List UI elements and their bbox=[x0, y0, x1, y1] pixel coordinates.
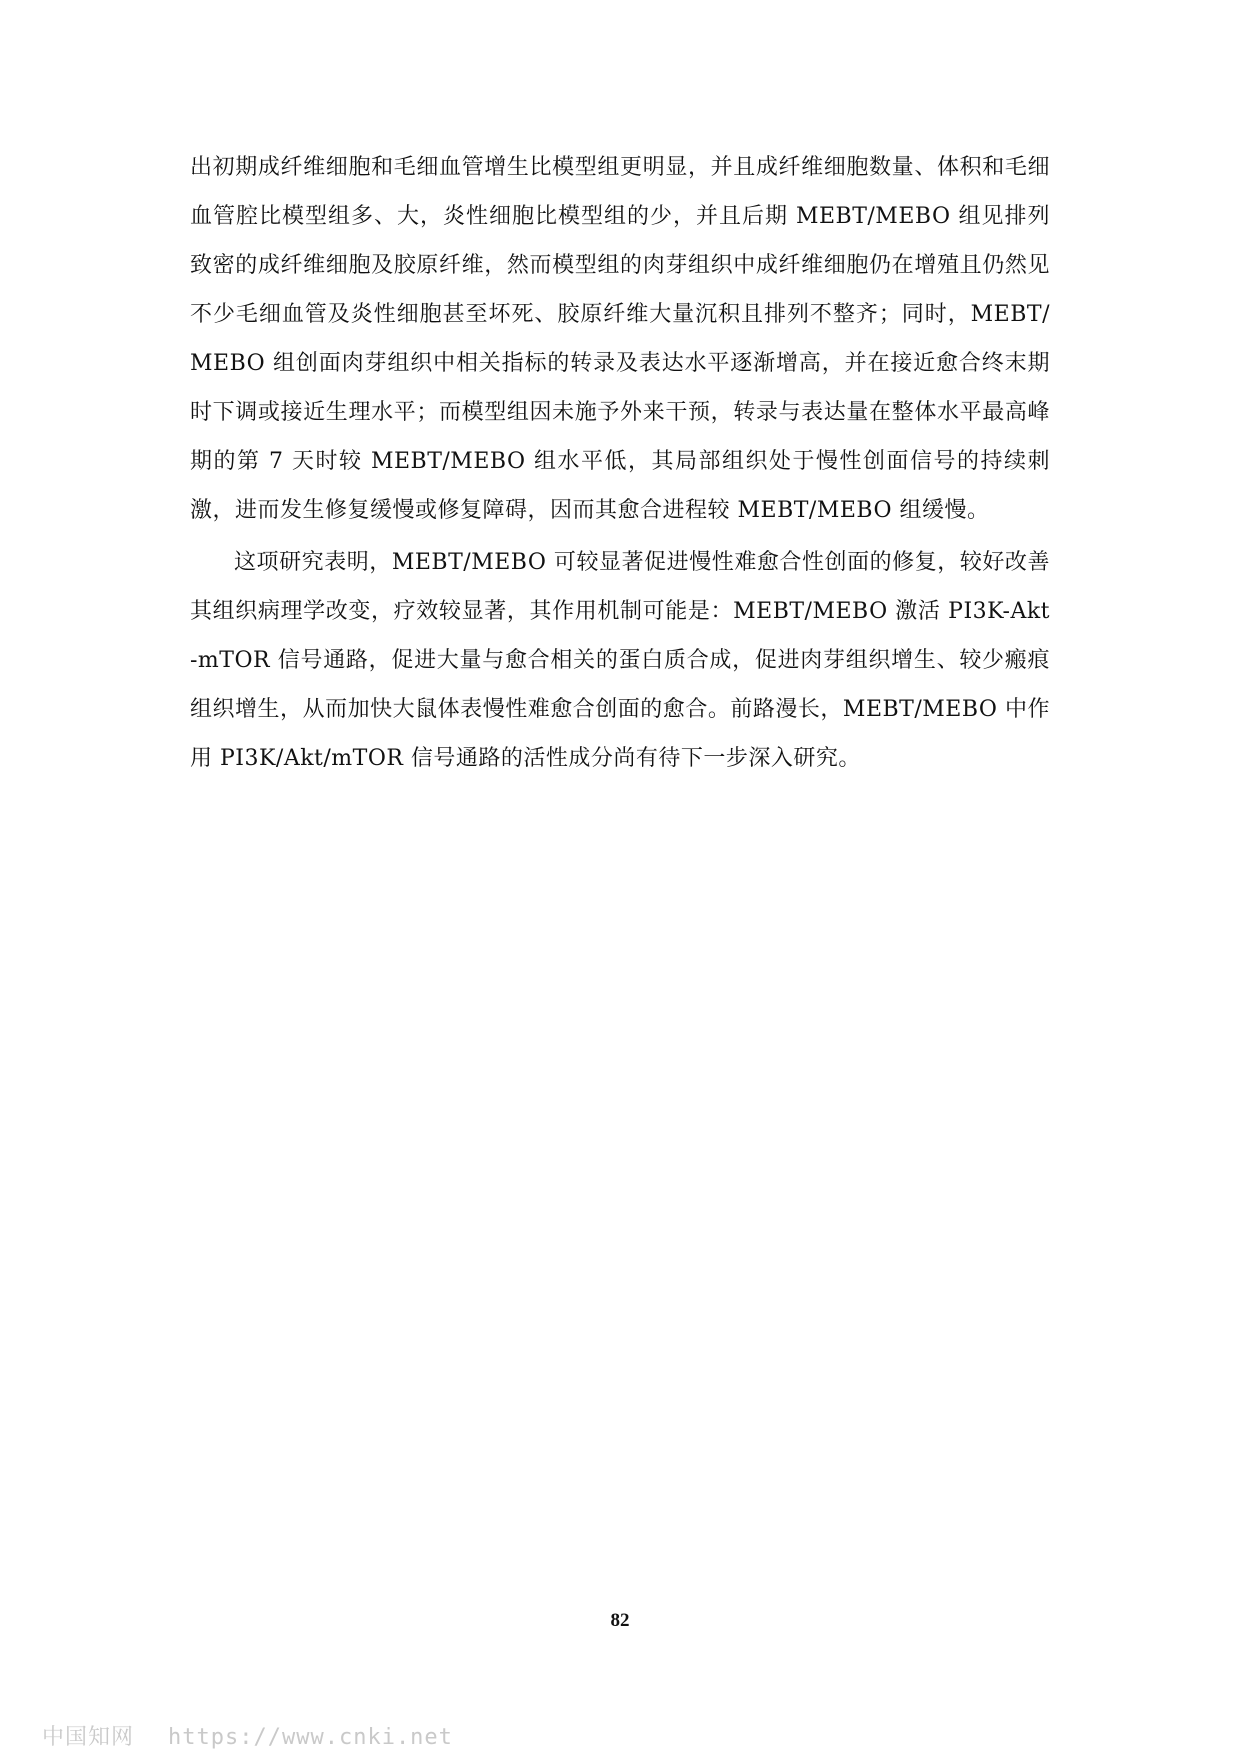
page-number: 82 bbox=[610, 1610, 630, 1631]
body-text bbox=[190, 143, 1050, 783]
paragraph-continuation: 出初期成纤维细胞和毛细血管增生比模型组更明显，并且成纤维细胞数量、体积和毛细血管腔比模型组多、大，炎性细胞比模型组的少，并且后期 MEBT/MEBO 组见排列致密的成纤维细胞及胶原纤维，然而模型组的肉芽组织中成纤维细胞仍在增殖且仍然见不少毛细血管及炎性细胞甚至坏死、胶原纤维大量沉积且排列不整齐；同时，MEBT/MEBO 组创面肉芽组织中相关指标的转录及表达水平逐渐增高，并在接近愈合终末期时下调或接近生理水平；而模型组因未施予外来干预，转录与表达量在整体水平最高峰期的第 7 天时较 MEBT/MEBO 组水平低，其局部组织处于慢性创面信号的持续刺激，进而发生修复缓慢或修复障碍，因而其愈合进程较 MEBT/MEBO 组缓慢。 bbox=[190, 155, 1050, 523]
paragraph-conclusion: 这项研究表明，MEBT/MEBO 可较显著促进慢性难愈合性创面的修复，较好改善其组织病理学改变，疗效较显著，其作用机制可能是：MEBT/MEBO 激活 PI3K-Akt-mTOR 信号通路，促进大量与愈合相关的蛋白质合成，促进肉芽组织增生、较少瘢痕组织增生，从而加快大鼠体表慢性难愈合创面的愈合。前路漫长，MEBT/MEBO 中作用 PI3K/Akt/mTOR 信号通路的活性成分尚有待下一步深入研究。 bbox=[190, 550, 1050, 771]
watermark-url: https://www.cnki.net bbox=[168, 1725, 453, 1750]
watermark-site-name: 中国知网 bbox=[42, 1725, 135, 1750]
cnki-watermark bbox=[42, 1720, 453, 1751]
